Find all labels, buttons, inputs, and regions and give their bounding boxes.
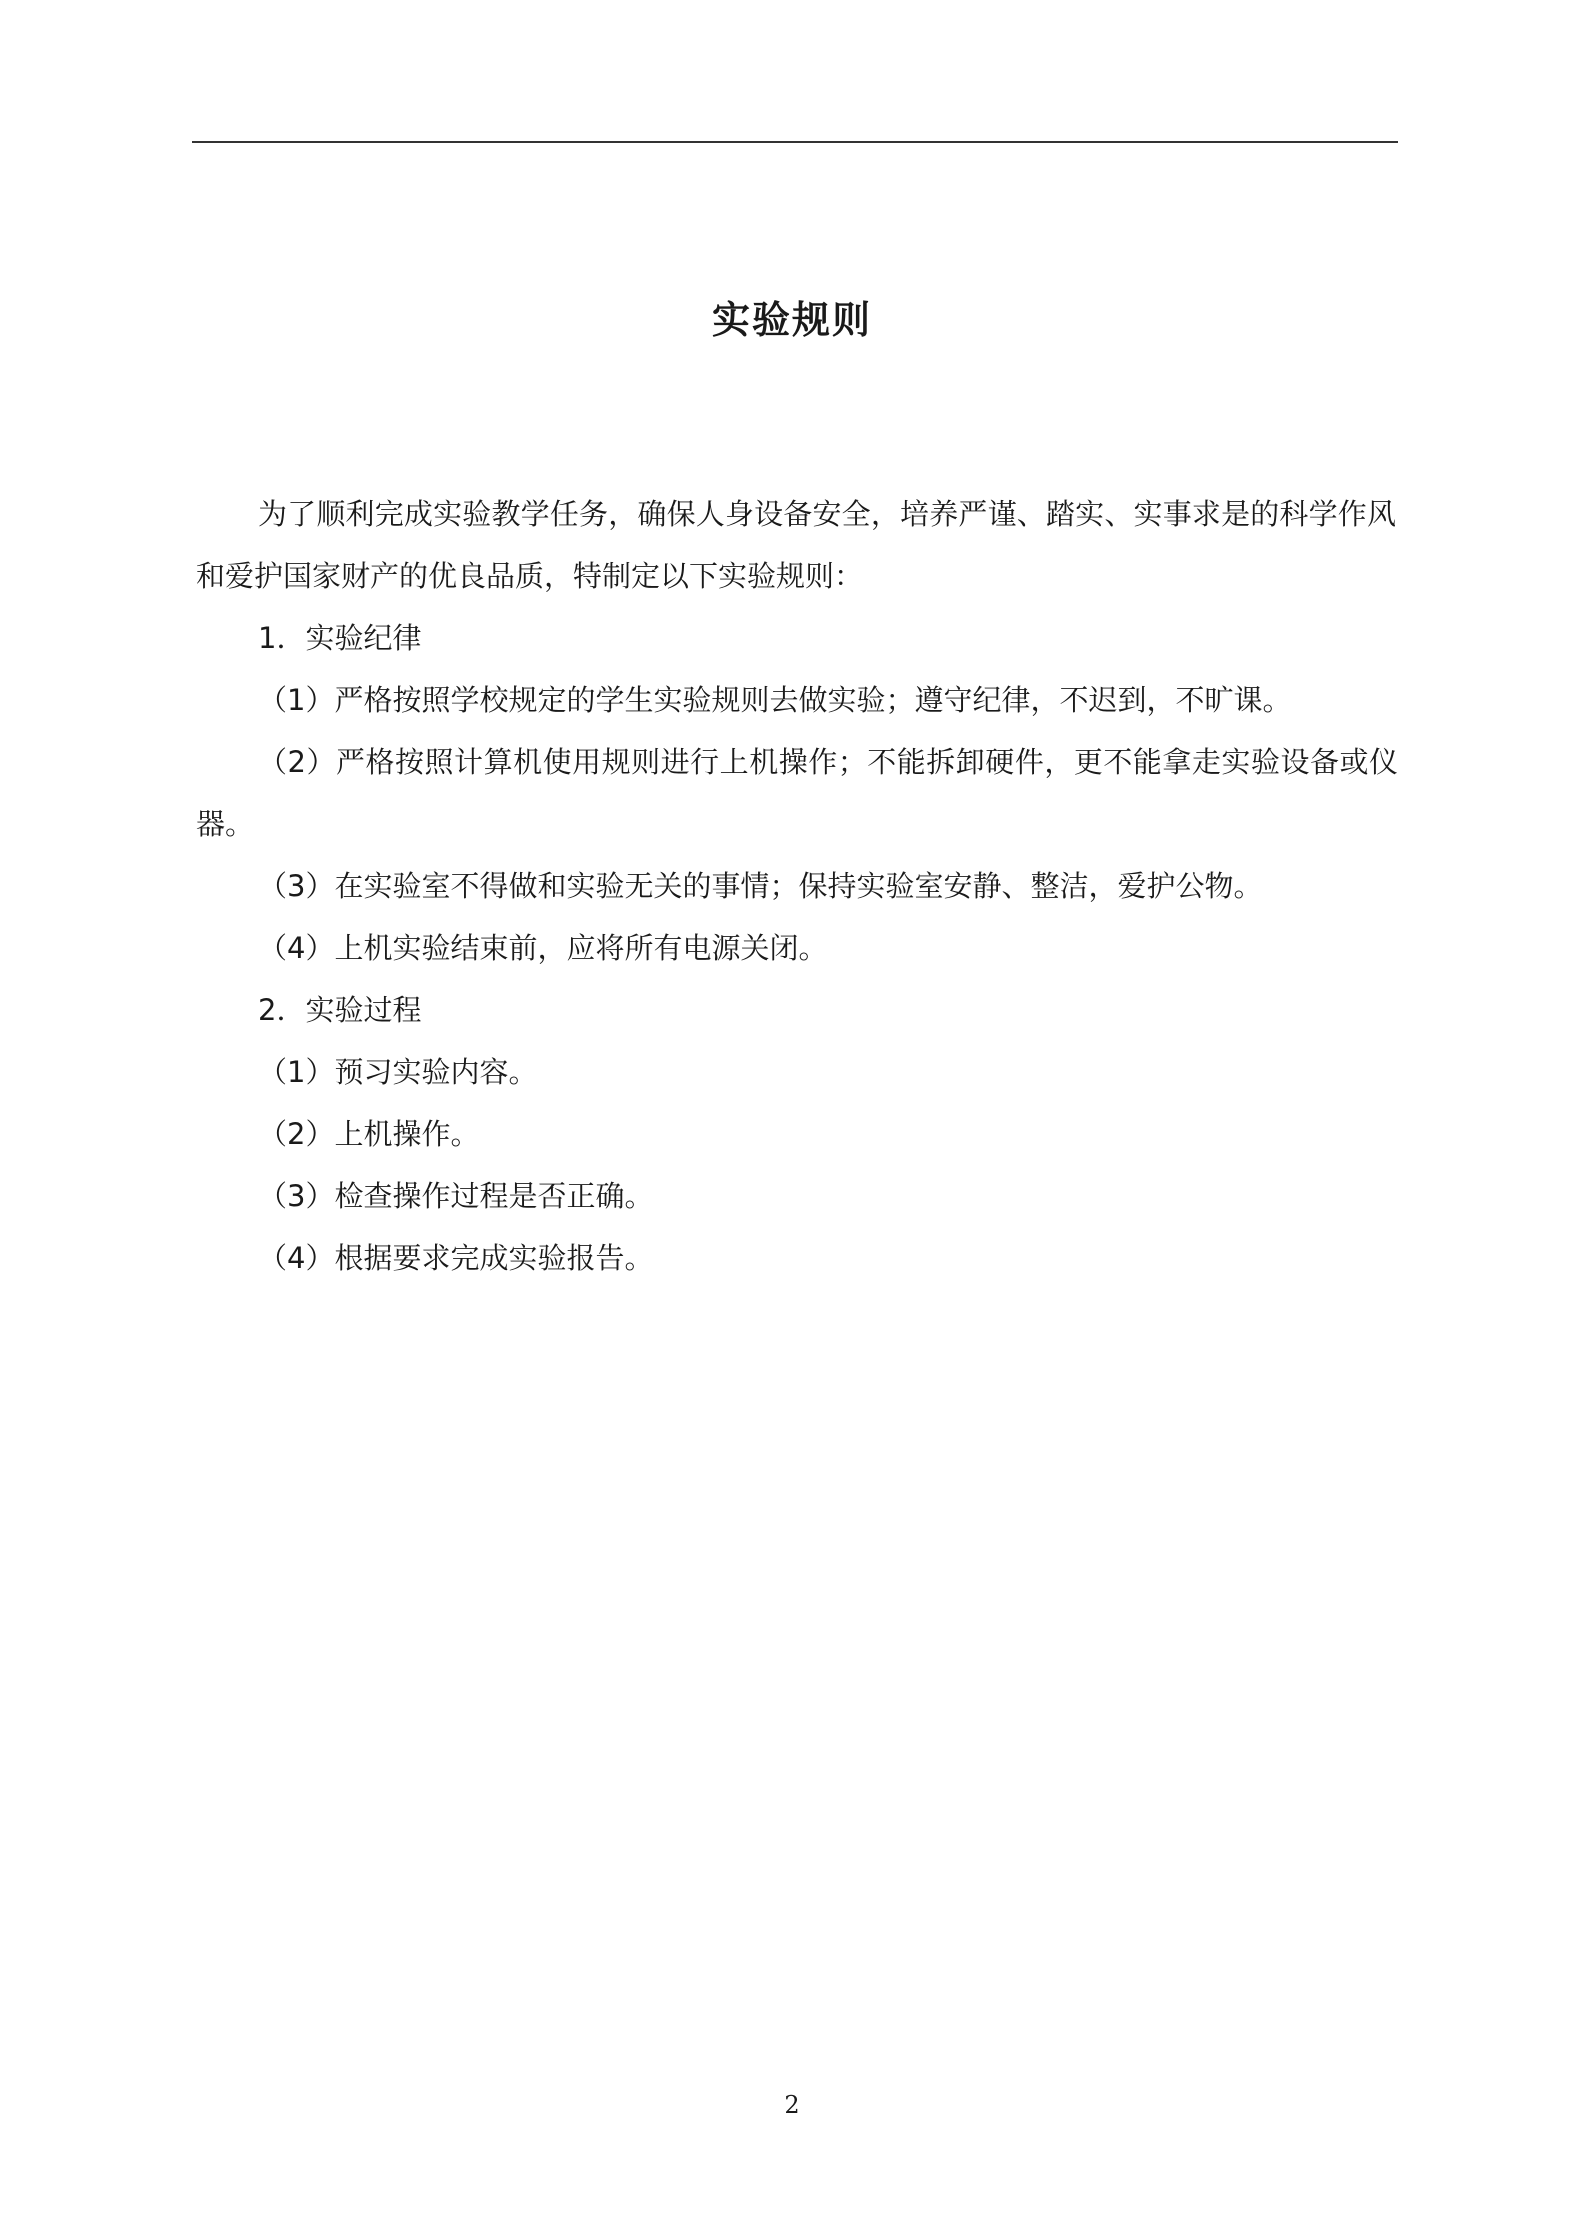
- list-item: （1）预习实验内容。: [258, 1055, 538, 1089]
- section-heading-discipline: 1．实验纪律: [258, 621, 422, 655]
- list-item: （3）检查操作过程是否正确。: [258, 1179, 654, 1213]
- list-item: （2）严格按照计算机使用规则进行上机操作；不能拆卸硬件，更不能拿走实验设备或仪器。: [196, 745, 1398, 841]
- list-item: （3）在实验室不得做和实验无关的事情；保持实验室安静、整洁，爱护公物。: [258, 869, 1263, 903]
- intro-paragraph: 为了顺利完成实验教学任务，确保人身设备安全，培养严谨、踏实、实事求是的科学作风和爱护国家财产的优良品质，特制定以下实验规则：: [196, 497, 1396, 593]
- list-item: （4）根据要求完成实验报告。: [258, 1241, 654, 1275]
- page-title: 实验规则: [711, 298, 872, 342]
- list-item: （2）上机操作。: [258, 1117, 480, 1151]
- section-heading-process: 2．实验过程: [258, 993, 422, 1027]
- list-item: （1）严格按照学校规定的学生实验规则去做实验；遵守纪律，不迟到，不旷课。: [258, 683, 1292, 717]
- header-rule: [192, 141, 1398, 143]
- page-number: 2: [784, 2091, 800, 2119]
- list-item: （4）上机实验结束前，应将所有电源关闭。: [258, 931, 828, 965]
